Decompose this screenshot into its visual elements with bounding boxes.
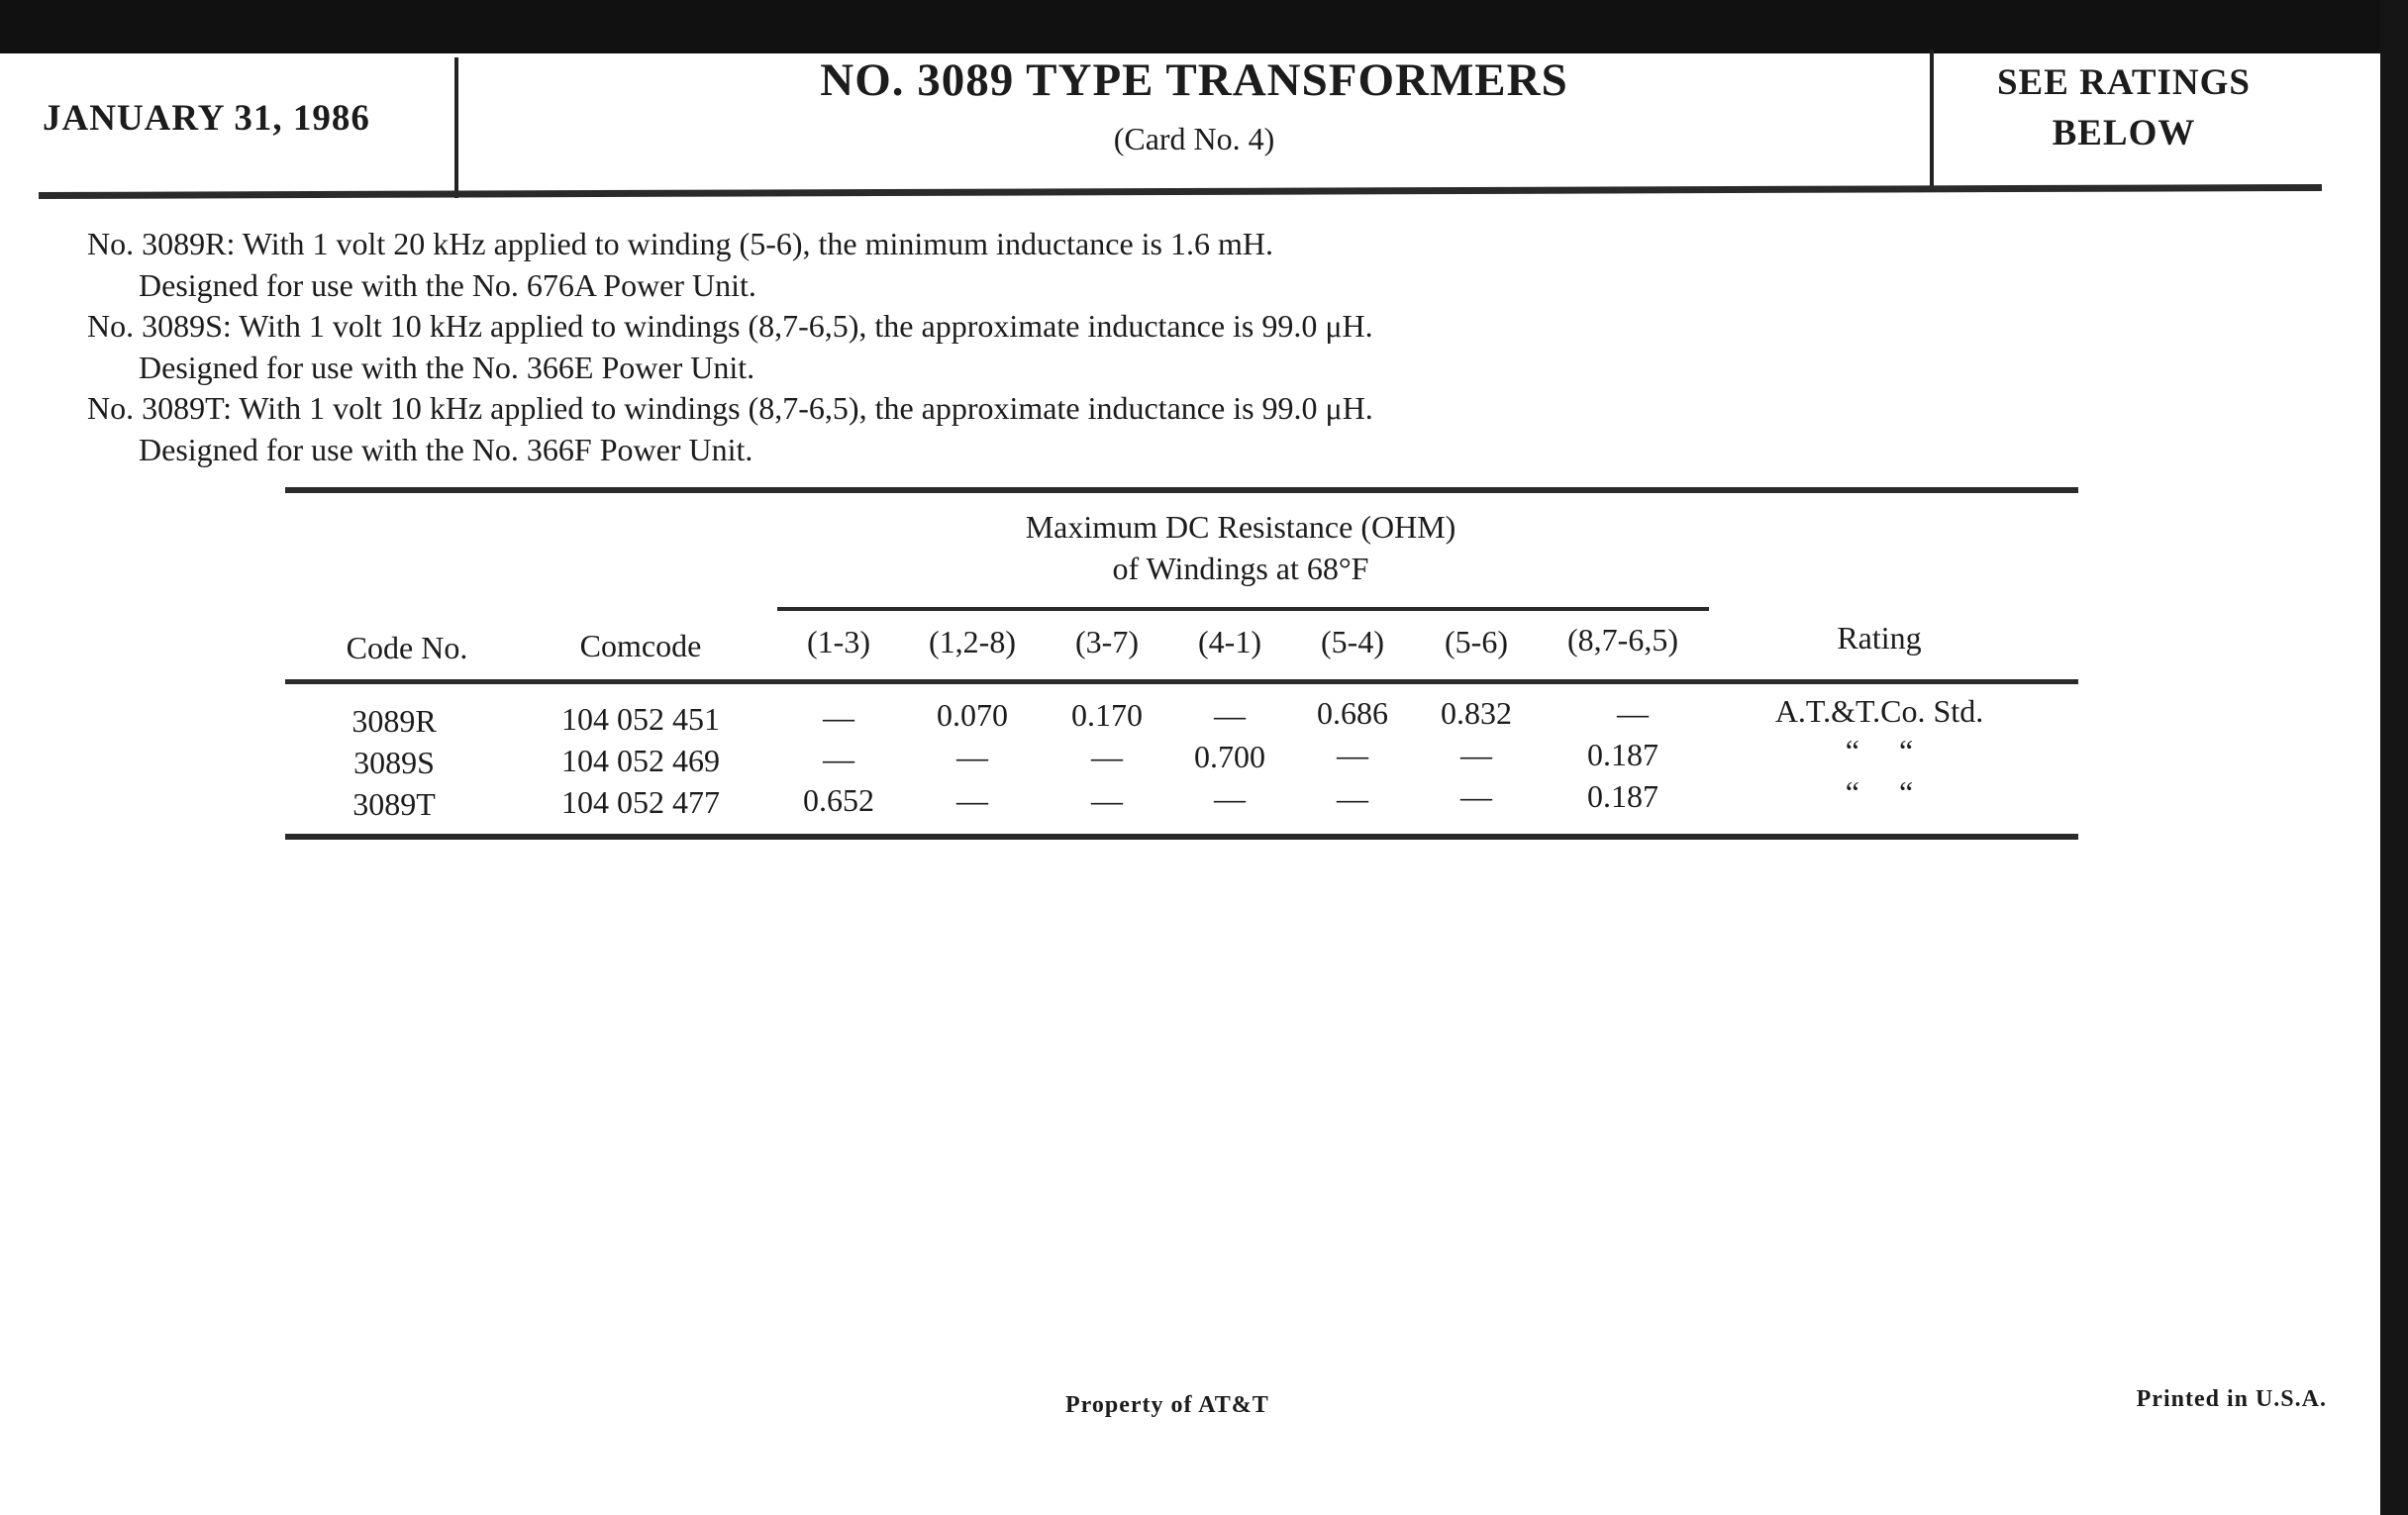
ditto-mark: “ “: [1845, 733, 1914, 768]
note-3089r: No. 3089R: With 1 volt 20 kHz applied to winding (5-6), the minimum inductance is 1.6 mH.: [87, 226, 1273, 261]
scan-border-top: [0, 0, 2408, 53]
ditto-mark: “ “: [1845, 774, 1914, 810]
header-rule: [39, 184, 2322, 199]
note-3089r-detail: Designed for use with the No. 676A Power Unit.: [139, 267, 756, 303]
column-header: (8,7-6,5): [1567, 622, 1678, 657]
scan-border-right: [2380, 0, 2408, 1515]
card-date: JANUARY 31, 1986: [43, 98, 370, 139]
cell: —: [956, 782, 988, 818]
column-header: Code No.: [346, 630, 468, 665]
column-header: (1-3): [807, 624, 870, 659]
note-3089s: No. 3089S: With 1 volt 10 kHz applied to windings (8,7-6,5), the approximate inductance is 99.0 μH.: [87, 308, 1373, 344]
table-header-rule: [285, 679, 2078, 684]
cell: 104 052 477: [561, 784, 720, 820]
note-3089t-detail: Designed for use with the No. 366F Power Unit.: [139, 432, 753, 467]
note-3089s-detail: Designed for use with the No. 366E Power Unit.: [139, 350, 755, 385]
cell: —: [1214, 780, 1246, 816]
cell: 0.832: [1441, 695, 1512, 731]
cell: —: [1091, 739, 1123, 774]
column-header: Comcode: [579, 628, 702, 663]
group-header-line-1: Maximum DC Resistance (OHM): [1025, 509, 1456, 545]
cell: —: [1091, 782, 1123, 818]
table-top-rule: [285, 487, 2078, 493]
column-header: (3-7): [1075, 624, 1139, 659]
ratings-note: [1936, 57, 2312, 158]
table-bottom-rule: [285, 834, 2078, 840]
note-3089t: No. 3089T: With 1 volt 10 kHz applied to windings (8,7-6,5), the approximate inductance is 99.0 μH.: [87, 390, 1373, 426]
cell: 0.187: [1587, 737, 1658, 772]
ratings-line-1: SEE RATINGS: [1996, 62, 2252, 103]
cell: 0.187: [1587, 778, 1658, 814]
cell: 0.652: [803, 782, 874, 818]
cell: —: [823, 741, 854, 776]
cell: 0.686: [1317, 695, 1388, 731]
cell: —: [823, 699, 854, 735]
cell: —: [1337, 737, 1368, 772]
column-header: (1,2-8): [929, 624, 1016, 659]
cell: 0.700: [1194, 739, 1265, 774]
cell: 3089T: [352, 786, 436, 822]
cell: —: [956, 739, 988, 774]
header-divider-right: [1930, 50, 1934, 190]
card-number: (Card No. 4): [1113, 121, 1275, 156]
group-header-rule: [777, 607, 1709, 611]
cell: 0.070: [937, 697, 1008, 733]
printed-notice: Printed in U.S.A.: [2136, 1386, 2327, 1412]
column-header: Rating: [1837, 620, 1922, 656]
cell: 3089R: [351, 703, 437, 739]
cell: —: [1617, 695, 1649, 731]
cell: 104 052 469: [561, 743, 720, 778]
cell: 0.170: [1071, 697, 1143, 733]
column-header: (5-6): [1445, 624, 1508, 659]
cell: —: [1337, 780, 1368, 816]
cell: —: [1460, 737, 1492, 772]
group-header-line-2: of Windings at 68°F: [1112, 551, 1369, 586]
cell: 3089S: [353, 745, 435, 780]
column-header: (5-4): [1321, 624, 1384, 659]
cell: A.T.&T.Co. Std.: [1774, 693, 1984, 729]
ratings-line-2: BELOW: [2052, 113, 2196, 153]
page-title: NO. 3089 TYPE TRANSFORMERS: [820, 54, 1568, 106]
cell: 104 052 451: [561, 701, 720, 737]
column-header: (4-1): [1198, 624, 1261, 659]
property-notice: Property of AT&T: [1065, 1392, 1269, 1418]
cell: —: [1214, 697, 1246, 733]
cell: —: [1460, 778, 1492, 814]
